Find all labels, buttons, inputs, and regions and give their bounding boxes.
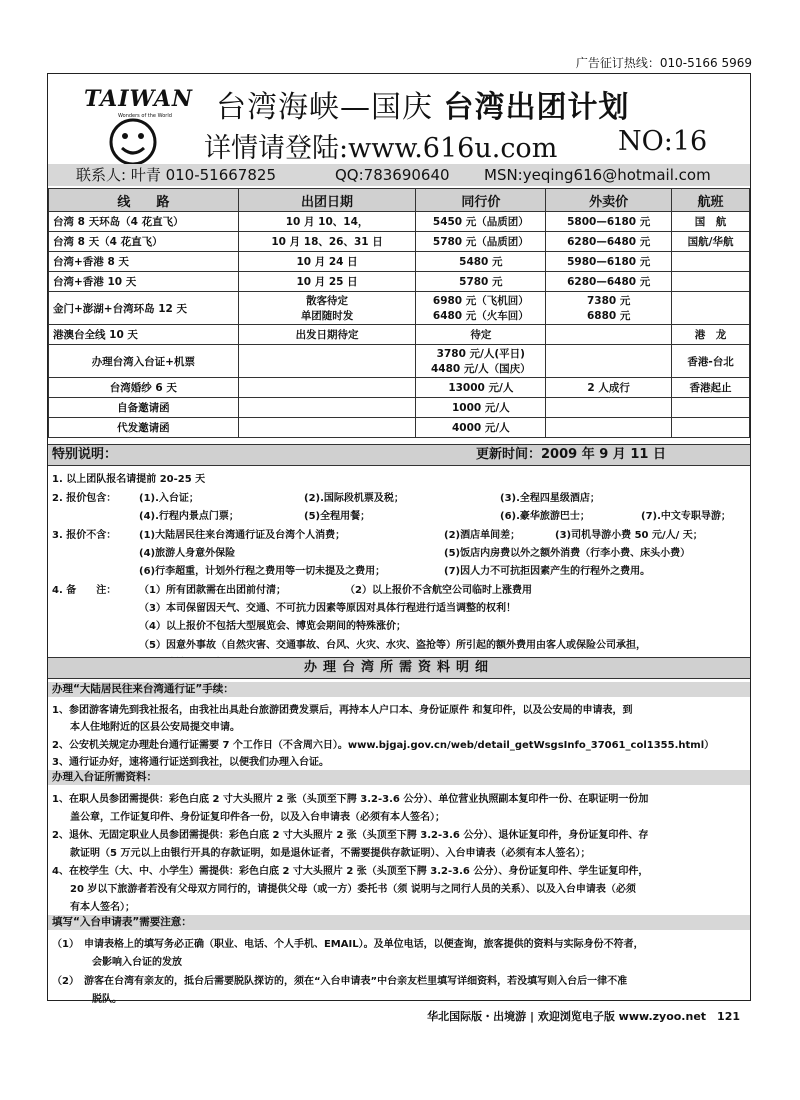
req-line: 1、在职人员参团需提供：彩色白底 2 寸大头照片 2 张（头顶至下腭 3.2-3.6 公分）、单位营业执照副本复印件一份、在职证明一份加: [52, 794, 649, 805]
note-line: (2).国际段机票及税；: [304, 493, 404, 504]
table-cell: 台湾 8 天（4 花直飞）: [49, 232, 239, 252]
table-row: [49, 272, 750, 292]
table-cell: 香港-台北: [672, 345, 750, 378]
note-line: (6).豪华旅游巴士；: [500, 511, 590, 522]
table-row: [49, 232, 750, 252]
note-line: (3).全程四星级酒店；: [500, 493, 600, 504]
page-title: 台湾海峡—国庆 台湾出团计划: [216, 90, 630, 125]
table-cell: [238, 345, 416, 378]
subheading-permit: 办理入台证所需资料：: [48, 770, 750, 785]
table-cell: 待定: [416, 325, 546, 345]
table-cell: 10 月 10、14，: [238, 212, 416, 232]
table-cell: 5980—6180 元: [546, 252, 672, 272]
table-cell: [672, 252, 750, 272]
logo-text: TAIWAN: [84, 86, 194, 112]
note-line: (3)司机导游小费 50 元/人/ 天；: [555, 530, 703, 541]
requirements-title: 办理台湾所需资料明细: [48, 657, 750, 679]
table-cell: 13000 元/人: [416, 378, 546, 398]
ad-hotline: 广告征订热线：010-5166 5969: [575, 56, 752, 70]
table-row: [49, 418, 750, 438]
req-line: 脱队。: [92, 994, 122, 1005]
table-row: [49, 212, 750, 232]
subheading-form: 填写“入台申请表”需要注意：: [48, 915, 750, 930]
note-line: 3. 报价不含：: [52, 530, 117, 541]
table-cell: 10 月 25 日: [238, 272, 416, 292]
table-cell: 香港起止: [672, 378, 750, 398]
table-cell: 2 人成行: [546, 378, 672, 398]
table-cell: [238, 418, 416, 438]
flyer-frame: [47, 73, 751, 1005]
table-cell: 港澳台全线 10 天: [49, 325, 239, 345]
table-cell: 国航/华航: [672, 232, 750, 252]
note-line: （1）所有团款需在出团前付清；: [139, 585, 286, 596]
table-cell: 自备邀请函: [49, 398, 239, 418]
note-line: 2. 报价包含：: [52, 493, 117, 504]
note-line: （5）因意外事故（自然灾害、交通事故、台风、火灾、水灾、盗抢等）所引起的额外费用由客人或保险公司承担，: [139, 640, 646, 651]
note-line: 4. 备 注：: [52, 585, 117, 596]
note-line: (6)行李超重，计划外行程之费用等一切未提及之费用；: [139, 566, 386, 577]
req-line: 有本人签名）；: [70, 902, 135, 913]
req-line: 本人住地附近的区县公安局提交申请。: [70, 722, 240, 733]
page-footer: 华北国际版・出境游 | 欢迎浏览电子版 www.zyoo.net 121: [427, 1010, 740, 1023]
contact-person: 联系人: 叶青 010-51667825: [76, 166, 276, 184]
contact-qq: QQ:783690640: [335, 166, 450, 184]
table-cell: 10 月 24 日: [238, 252, 416, 272]
table-cell: 5780 元: [416, 272, 546, 292]
logo-subtitle: Wonders of the World: [118, 113, 172, 119]
table-cell: [546, 325, 672, 345]
table-cell: 台湾 8 天环岛（4 花直飞）: [49, 212, 239, 232]
note-line: （2）以上报价不含航空公司临时上涨费用: [345, 585, 532, 596]
table-cell: 港 龙: [672, 325, 750, 345]
smiley-face-icon: [78, 80, 188, 170]
table-row: [49, 292, 750, 325]
table-cell: [672, 418, 750, 438]
req-line: （1） 申请表格上的填写务必正确（职业、电话、个人手机、EMAIL）。及单位电话，以便查询，旅客提供的资料与实际身份不符者，: [52, 939, 644, 950]
note-line: (5)饭店内房费以外之额外消费（行李小费、床头小费）: [444, 548, 691, 559]
table-cell: [546, 398, 672, 418]
table-cell: 台湾+香港 10 天: [49, 272, 239, 292]
note-line: （3）本司保留因天气、交通、不可抗力因素等原因对具体行程进行适当调整的权利！: [139, 603, 516, 614]
note-line: (1)大陆居民往来台湾通行证及台湾个人消费；: [139, 530, 346, 541]
table-cell: 3780 元/人(平日) 4480 元/人（国庆）: [416, 345, 546, 378]
table-cell: [238, 378, 416, 398]
column-header: 同行价: [416, 189, 546, 212]
table-cell: 10 月 18、26、31 日: [238, 232, 416, 252]
table-cell: 4000 元/人: [416, 418, 546, 438]
table-cell: 台湾婚纱 6 天: [49, 378, 239, 398]
note-line: (7).中文专职导游；: [641, 511, 731, 522]
req-line: 1、参团游客请先到我社报名，由我社出具赴台旅游团费发票后，再持本人户口本、身份证原件 和复印件，以及公安局的申请表，到: [52, 705, 633, 716]
table-cell: 国 航: [672, 212, 750, 232]
table-cell: [672, 292, 750, 325]
req-line: 会影响入台证的发放: [92, 957, 182, 968]
note-line: （4）以上报价不包括大型展览会、博览会期间的特殊涨价；: [139, 621, 406, 632]
table-row: [49, 252, 750, 272]
table-cell: 出发日期待定: [238, 325, 416, 345]
notes-header: [48, 444, 750, 466]
note-line: (2)酒店单间差；: [444, 530, 521, 541]
req-line: 3、通行证办好，速将通行证送到我社，以便我们办理入台证。: [52, 757, 329, 768]
req-line: （2） 游客在台湾有亲友的，抵台后需要脱队探访的，须在“入台申请表”中台亲友栏里填写详细资料，若没填写则入台后一律不准: [52, 976, 628, 987]
table-cell: 台湾+香港 8 天: [49, 252, 239, 272]
table-row: [49, 398, 750, 418]
column-header: 线 路: [49, 189, 239, 212]
table-cell: [672, 398, 750, 418]
table-cell: 5800—6180 元: [546, 212, 672, 232]
column-header: 出团日期: [238, 189, 416, 212]
req-line: 20 岁以下旅游者若没有父母双方同行的，请提供父母（或一方）委托书（须 说明与之同行人员的关系）、以及入台申请表（必须: [70, 884, 636, 895]
table-cell: [546, 418, 672, 438]
req-line: 4、在校学生（大、中、小学生）需提供：彩色白底 2 寸大头照片 2 张（头顶至下腭 3.2-3.6 公分）、身份证复印件、学生证复印件，: [52, 866, 649, 877]
table-cell: 6280—6480 元: [546, 232, 672, 252]
table-cell: 办理台湾入台证+机票: [49, 345, 239, 378]
update-time: 更新时间：2009 年 9 月 11 日: [476, 447, 666, 462]
contact-bar: [48, 164, 750, 186]
table-cell: 5450 元（品质团）: [416, 212, 546, 232]
table-cell: [238, 398, 416, 418]
table-cell: 7380 元 6880 元: [546, 292, 672, 325]
price-table: [48, 188, 750, 438]
table-cell: [546, 345, 672, 378]
req-line: 2、公安机关规定办理赴台通行证需要 7 个工作日（不含周六日）。www.bjgaj.gov.cn/web/detail_getWsgsInfo_37061_col1355.html）: [52, 740, 715, 751]
note-line: (4).行程内景点门票；: [139, 511, 239, 522]
column-header: 外卖价: [546, 189, 672, 212]
table-cell: 5480 元: [416, 252, 546, 272]
table-cell: [672, 272, 750, 292]
table-cell: 散客待定 单团随时发: [238, 292, 416, 325]
table-cell: 5780 元（品质团）: [416, 232, 546, 252]
table-row: [49, 378, 750, 398]
column-header: 航班: [672, 189, 750, 212]
note-line: 1. 以上团队报名请提前 20-25 天: [52, 474, 206, 485]
table-cell: 6280—6480 元: [546, 272, 672, 292]
req-line: 盖公章，工作证复印件、身份证复印件各一份，以及入台申请表（必须有本人签名）；: [70, 812, 445, 823]
table-row: [49, 345, 750, 378]
note-line: (7)因人力不可抗拒因素产生的行程外之费用。: [444, 566, 651, 577]
subheading-pass: 办理“大陆居民往来台湾通行证”手续：: [48, 682, 750, 697]
req-line: 款证明（5 万元以上由银行开具的存款证明，如是退休证者，不需要提供存款证明）、入台申请表（必须有本人签名）；: [70, 848, 591, 859]
table-cell: 1000 元/人: [416, 398, 546, 418]
table-cell: 代发邀请函: [49, 418, 239, 438]
req-line: 2、退休、无固定职业人员参团需提供：彩色白底 2 寸大头照片 2 张（头顶至下腭 3.2-3.6 公分）、退休证复印件，身份证复印件、存: [52, 830, 649, 841]
taiwan-logo: [78, 80, 194, 168]
document-requirements: [48, 657, 750, 1005]
table-cell: 金门+澎湖+台湾环岛 12 天: [49, 292, 239, 325]
notes-title: 特别说明：: [52, 447, 118, 462]
issue-number: NO:16: [618, 126, 708, 157]
note-line: (4)旅游人身意外保险: [139, 548, 236, 559]
special-notes: [48, 444, 750, 651]
website-line: 详情请登陆:www.616u.com NO:16: [204, 126, 708, 164]
note-line: (5)全程用餐；: [304, 511, 371, 522]
note-line: (1).入台证；: [139, 493, 199, 504]
contact-msn: MSN:yeqing616@hotmail.com: [484, 166, 711, 184]
table-cell: 6980 元（飞机回） 6480 元（火车回）: [416, 292, 546, 325]
table-row: [49, 325, 750, 345]
